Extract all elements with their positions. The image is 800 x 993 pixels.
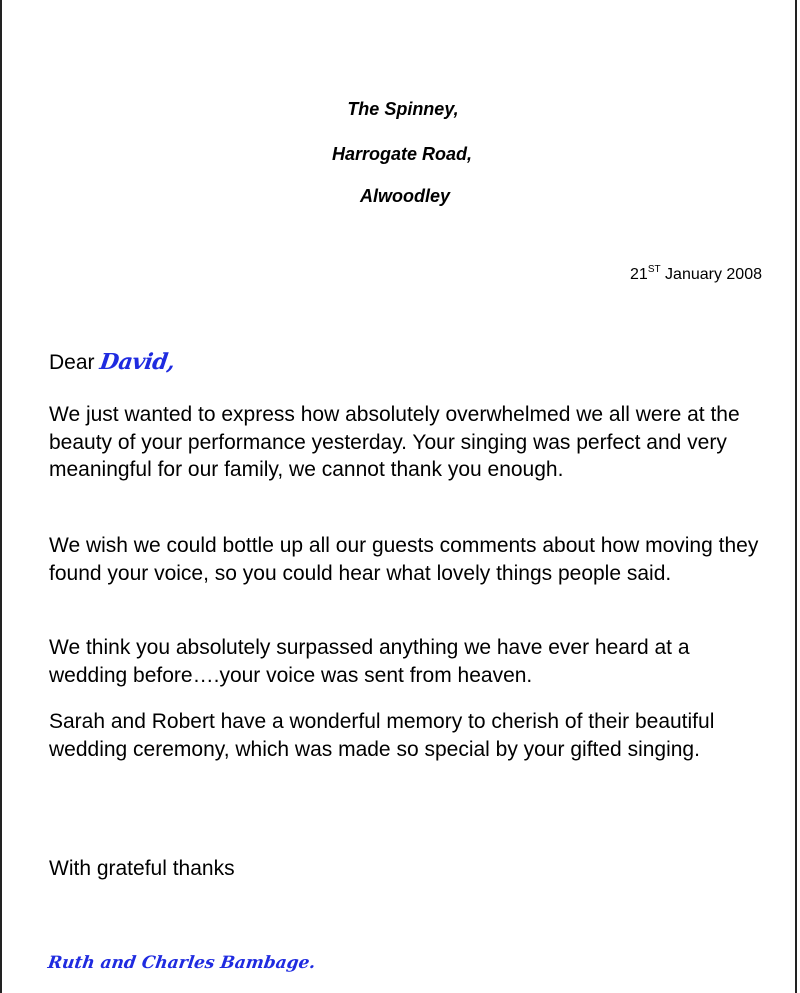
address-line-3: Alwoodley — [359, 186, 450, 206]
body-paragraph-2: We wish we could bottle up all our guests comments about how moving they found your voice, so you could hear what lovely things people said. — [49, 534, 759, 585]
greeting — [49, 349, 175, 375]
signature: Ruth and Charles Bambage. — [46, 953, 317, 973]
date-day: 21 — [630, 266, 648, 283]
date-suffix: ST — [647, 264, 661, 275]
letter-date — [630, 266, 762, 284]
body-paragraph-3: We think you absolutely surpassed anything we have ever heard at a wedding before….your voice was sent from heaven. — [49, 636, 690, 687]
address-line-2: Harrogate Road, — [331, 144, 473, 164]
body-paragraph-4: Sarah and Robert have a wonderful memory to cherish of their beautiful wedding ceremony, which was made so special by your gifted singing. — [49, 710, 715, 761]
salutation: Dear — [49, 351, 101, 374]
address-line-1: The Spinney, — [347, 99, 459, 119]
recipient-name: David, — [98, 349, 177, 375]
closing: With grateful thanks — [49, 857, 235, 880]
date-month-year: January 2008 — [660, 266, 762, 283]
body-paragraph-1: We just wanted to express how absolutely overwhelmed we all were at the beauty of your performance yesterday. Your singing was perfect and very meaningful for our family, we cannot thank you enough. — [49, 403, 740, 481]
